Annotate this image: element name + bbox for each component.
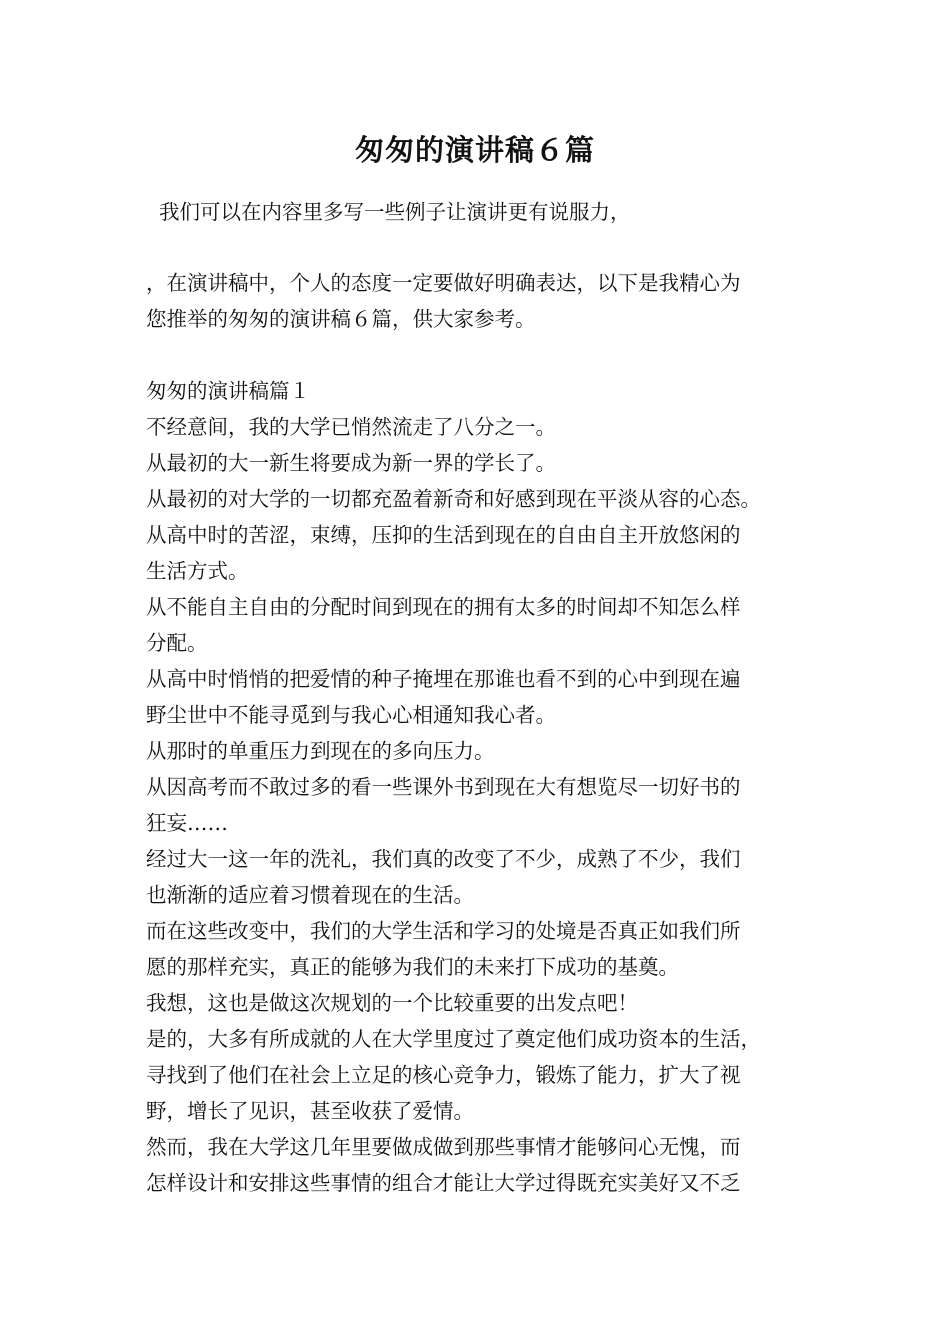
- body-line: 不经意间，我的大学已悄然流走了八分之一。: [146, 415, 556, 439]
- body-line: 生活方式。: [146, 559, 249, 583]
- body-line: 从最初的大一新生将要成为新一界的学长了。: [146, 451, 556, 475]
- body-line: ，在演讲稿中，个人的态度一定要做好明确表达，以下是我精心为: [146, 271, 741, 295]
- body-line: 野尘世中不能寻觅到与我心心相通知我心者。: [146, 703, 556, 727]
- body-line: 从不能自主自由的分配时间到现在的拥有太多的时间却不知怎么样: [146, 595, 741, 619]
- body-line: 怎样设计和安排这些事情的组合才能让大学过得既充实美好又不乏: [146, 1171, 741, 1195]
- intro-text: 我们可以在内容里多写一些例子让演讲更有说服力，: [159, 200, 631, 224]
- document-title: 匆匆的演讲稿６篇: [354, 133, 595, 167]
- body-line: 而在这些改变中，我们的大学生活和学习的处境是否真正如我们所: [146, 919, 741, 943]
- body-line: 也渐渐的适应着习惯着现在的生活。: [146, 883, 474, 907]
- body-line: 野，增长了见识，甚至收获了爱情。: [146, 1099, 474, 1123]
- body-line: 从最初的对大学的一切都充盈着新奇和好感到现在平淡从容的心态。: [146, 487, 761, 511]
- body-line: 狂妄……: [146, 811, 228, 835]
- body-line: 从高中时的苦涩，束缚，压抑的生活到现在的自由自主开放悠闲的: [146, 523, 741, 547]
- body-line: 从那时的单重压力到现在的多向压力。: [146, 739, 495, 763]
- section-heading: 匆匆的演讲稿篇１: [146, 379, 310, 403]
- body-line: 从因高考而不敢过多的看一些课外书到现在大有想览尽一切好书的: [146, 775, 741, 799]
- body-line: 经过大一这一年的洗礼，我们真的改变了不少，成熟了不少，我们: [146, 847, 741, 871]
- body-line: 是的，大多有所成就的人在大学里度过了奠定他们成功资本的生活，: [146, 1027, 761, 1051]
- intro-line: [146, 194, 826, 230]
- body-line: 寻找到了他们在社会上立足的核心竞争力，锻炼了能力，扩大了视: [146, 1063, 741, 1087]
- body-line: 从高中时悄悄的把爱情的种子掩埋在那谁也看不到的心中到现在遍: [146, 667, 741, 691]
- body-line: 愿的那样充实，真正的能够为我们的未来打下成功的基奠。: [146, 955, 679, 979]
- body-line: 然而，我在大学这几年里要做成做到那些事情才能够问心无愧，而: [146, 1135, 741, 1159]
- body-line: 您推举的匆匆的演讲稿６篇，供大家参考。: [146, 307, 536, 331]
- intro-indent: [146, 200, 159, 224]
- blank-line: [146, 337, 826, 373]
- body-line: 我想，这也是做这次规划的一个比较重要的出发点吧！: [146, 991, 638, 1015]
- body-line: 分配。: [146, 631, 208, 655]
- document-body: [146, 265, 826, 1201]
